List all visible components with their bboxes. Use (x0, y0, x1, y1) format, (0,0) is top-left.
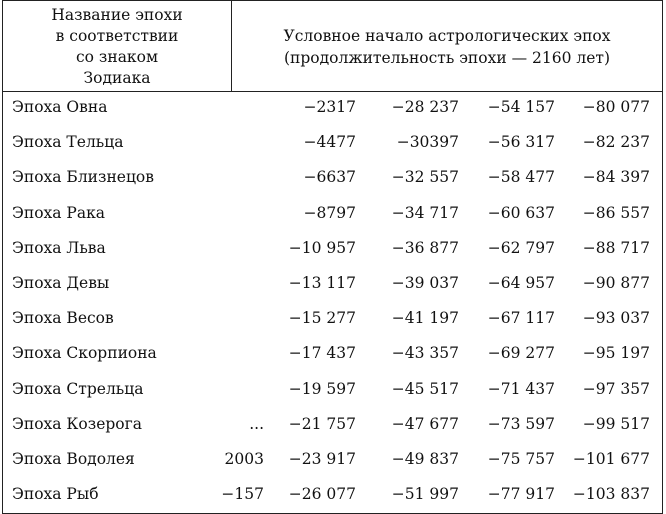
start-year-col-4: −54 157 (487, 98, 555, 116)
header-right-line: Условное начало астрологических эпох (283, 27, 611, 45)
epoch-name-cell: Эпоха Скорпиона (12, 344, 157, 363)
table-row (0, 126, 666, 161)
start-year-col-5: −97 357 (582, 379, 650, 398)
epoch-name-cell: Эпоха Тельца (12, 133, 124, 152)
start-year-col-5: −90 877 (582, 273, 650, 292)
epoch-name-cell: Эпоха Весов (12, 309, 114, 328)
table-row (0, 267, 666, 302)
table-border-top (2, 0, 663, 1)
start-year-col-4: −75 757 (487, 449, 555, 468)
start-year-col-5: −103 837 (572, 485, 650, 504)
epoch-name-cell: Эпоха Рака (12, 203, 106, 222)
header-left-line: Название эпохи (51, 6, 183, 24)
start-year-col-4: −67 117 (487, 309, 555, 328)
start-year-col-4: −64 957 (487, 273, 555, 292)
start-year-col-2: −15 277 (288, 309, 356, 328)
table-row (0, 197, 666, 232)
start-year-col-4: −73 597 (487, 414, 555, 433)
table-row (0, 478, 666, 513)
start-year-col-5: −95 197 (582, 344, 650, 363)
table-row (0, 161, 666, 196)
start-year-col-3: −51 997 (391, 485, 459, 504)
start-year-col-2: −21 757 (288, 414, 356, 433)
start-year-col-5: −80 077 (582, 98, 650, 116)
start-year-col-5: −99 517 (582, 414, 650, 433)
epoch-name-cell: Эпоха Водолея (12, 449, 135, 468)
start-year-col-5: −84 397 (582, 168, 650, 187)
start-year-col-3: −34 717 (391, 203, 459, 222)
start-year-col-2: −6637 (303, 168, 356, 187)
table-row (0, 91, 666, 126)
header-epoch-start (232, 3, 662, 91)
start-year-col-2: −2317 (303, 98, 356, 116)
start-year-col-2: −4477 (303, 133, 356, 152)
start-year-col-5: −88 717 (582, 238, 650, 257)
start-year-col-3: −45 517 (391, 379, 459, 398)
header-left-line: в соответствии (55, 27, 179, 45)
start-year-col-2: −10 957 (288, 238, 356, 257)
start-year-col-4: −56 317 (487, 133, 555, 152)
start-year-col-4: −71 437 (487, 379, 555, 398)
table-row (0, 302, 666, 337)
start-year-col-3: −39 037 (391, 273, 459, 292)
start-year-col-3: −49 837 (391, 449, 459, 468)
start-year-col-1: 2003 (224, 449, 264, 468)
start-year-col-2: −23 917 (288, 449, 356, 468)
start-year-col-4: −60 637 (487, 203, 555, 222)
epoch-name-cell: Эпоха Козерога (12, 414, 143, 433)
table-row (0, 337, 666, 372)
start-year-col-3: −43 357 (391, 344, 459, 363)
start-year-col-3: −36 877 (391, 238, 459, 257)
epoch-name-cell: Эпоха Девы (12, 273, 110, 292)
start-year-col-4: −77 917 (487, 485, 555, 504)
start-year-col-3: −30397 (396, 133, 459, 152)
table-row (0, 373, 666, 408)
start-year-col-1: ... (249, 414, 264, 433)
table-row (0, 408, 666, 443)
start-year-col-5: −82 237 (582, 133, 650, 152)
table-body (0, 91, 666, 513)
start-year-col-5: −86 557 (582, 203, 650, 222)
start-year-col-4: −58 477 (487, 168, 555, 187)
epoch-name-cell: Эпоха Овна (12, 98, 108, 116)
header-epoch-name (3, 3, 231, 91)
start-year-col-2: −8797 (303, 203, 356, 222)
start-year-col-1: −157 (221, 485, 264, 504)
epoch-name-cell: Эпоха Рыб (12, 485, 99, 504)
header-left-line: со знаком (75, 48, 159, 66)
header-right-line: (продолжительность эпохи — 2160 лет) (283, 49, 611, 67)
start-year-col-4: −62 797 (487, 238, 555, 257)
start-year-col-3: −32 557 (391, 168, 459, 187)
start-year-col-5: −93 037 (582, 309, 650, 328)
epoch-name-cell: Эпоха Стрельца (12, 379, 144, 398)
start-year-col-2: −19 597 (288, 379, 356, 398)
header-left-line: Зодиака (83, 69, 151, 87)
start-year-col-3: −28 237 (391, 98, 459, 116)
start-year-col-3: −47 677 (391, 414, 459, 433)
epoch-name-cell: Эпоха Близнецов (12, 168, 154, 187)
start-year-col-3: −41 197 (391, 309, 459, 328)
start-year-col-2: −13 117 (288, 273, 356, 292)
table-row (0, 232, 666, 267)
start-year-col-4: −69 277 (487, 344, 555, 363)
start-year-col-2: −17 437 (288, 344, 356, 363)
table-row (0, 443, 666, 478)
epoch-name-cell: Эпоха Льва (12, 238, 106, 257)
start-year-col-5: −101 677 (572, 449, 650, 468)
start-year-col-2: −26 077 (288, 485, 356, 504)
